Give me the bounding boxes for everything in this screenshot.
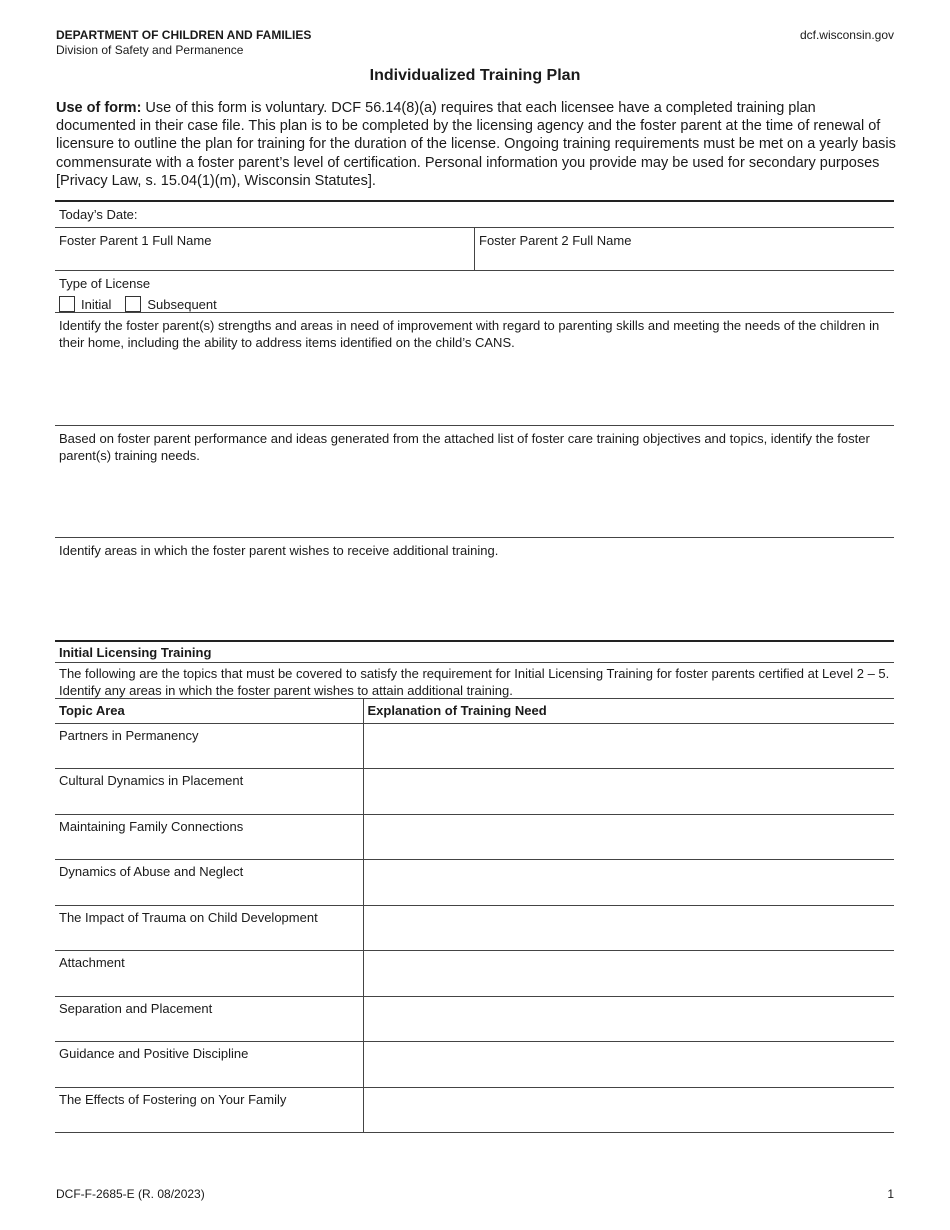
initial-checkbox-box[interactable] [59,296,75,312]
topic-cell: The Impact of Trauma on Child Development [55,905,363,951]
explanation-input[interactable] [363,951,894,997]
form-title: Individualized Training Plan [369,67,581,84]
explanation-input[interactable] [363,996,894,1042]
explanation-input[interactable] [363,860,894,906]
explanation-input[interactable] [363,1042,894,1088]
topic-cell: Cultural Dynamics in Placement [55,769,363,815]
initial-checkbox[interactable] [59,296,111,312]
initial-training-section-header [55,642,894,663]
topic-cell: Attachment [55,951,363,997]
license-type-field [55,271,894,313]
explanation-header: Explanation of Training Need [367,703,547,718]
todays-date-label: Today’s Date: [59,207,138,222]
todays-date-field[interactable] [55,202,894,228]
training-topics-table [55,699,894,1133]
explanation-input[interactable] [363,723,894,769]
subsequent-checkbox-label: Subsequent [147,296,217,312]
topic-cell: Dynamics of Abuse and Neglect [55,860,363,906]
topic-cell: Maintaining Family Connections [55,814,363,860]
table-row [55,905,894,951]
training-needs-label: Based on foster parent performance and ideas generated from the attached list of foster care training objectives and topics, identify the foster parent(s) training needs. [59,431,870,463]
table-row [55,951,894,997]
form-body [55,200,894,1133]
strengths-field[interactable] [55,313,894,426]
additional-training-label: Identify areas in which the foster parent wishes to receive additional training. [59,543,499,558]
department-name: DEPARTMENT OF CHILDREN AND FAMILIES [56,28,312,42]
use-of-form-text: Use of this form is voluntary. DCF 56.14(8)(a) requires that each licensee have a completed training plan documented in their case file. This plan is to be completed by the licensing agency and the foster parent at the time of renewal of licensure to outline the plan for training for the duration of the license. Ongoing training requirements must be met on a yearly basis commensurate with a foster parent’s level of certification. Personal information you provide may be used for secondary purposes [Privacy Law, s. 15.04(1)(m), Wisconsin Statutes]. [56,100,896,189]
training-needs-field[interactable] [55,426,894,538]
topic-cell: The Effects of Fostering on Your Family [55,1087,363,1133]
topic-cell: Guidance and Positive Discipline [55,1042,363,1088]
subsequent-checkbox-box[interactable] [125,296,141,312]
initial-training-intro: The following are the topics that must be covered to satisfy the requirement for Initial Licensing Training for foster parents certified at Level 2 – 5. Identify any areas in which the foster parent wishes to attain additional training. [59,666,890,698]
table-row [55,1087,894,1133]
table-header-row [55,699,894,723]
explanation-input[interactable] [363,1087,894,1133]
explanation-input[interactable] [363,769,894,815]
foster-parent-2-field[interactable] [474,228,894,270]
additional-training-field[interactable] [55,538,894,640]
topic-cell: Partners in Permanency [55,723,363,769]
initial-training-title: Initial Licensing Training [59,645,212,660]
website-url: dcf.wisconsin.gov [799,28,894,42]
table-row [55,860,894,906]
initial-checkbox-label: Initial [81,296,112,312]
form-number: DCF-F-2685-E (R. 08/2023) [56,1187,205,1201]
strengths-label: Identify the foster parent(s) strengths and areas in need of improvement with regard to parenting skills and meeting the needs of the children in their home, including the ability to address items identified on the child’s CANS. [59,318,880,350]
explanation-input[interactable] [363,905,894,951]
division-name: Division of Safety and Permanence [56,43,244,57]
topic-area-header: Topic Area [55,699,363,723]
table-row [55,814,894,860]
table-row [55,723,894,769]
foster-parent-1-label: Foster Parent 1 Full Name [59,233,212,248]
explanation-input[interactable] [363,814,894,860]
table-row [55,1042,894,1088]
use-of-form-notice [56,99,896,190]
table-row [55,996,894,1042]
topic-cell: Separation and Placement [55,996,363,1042]
foster-parent-1-field[interactable] [55,228,474,270]
license-type-label: Type of License [59,276,151,291]
subsequent-checkbox[interactable] [125,296,216,312]
table-row [55,769,894,815]
page-number: 1 [887,1187,894,1201]
use-of-form-label: Use of form: [56,100,142,116]
initial-training-intro-row [55,663,894,699]
foster-parent-2-label: Foster Parent 2 Full Name [479,233,632,248]
